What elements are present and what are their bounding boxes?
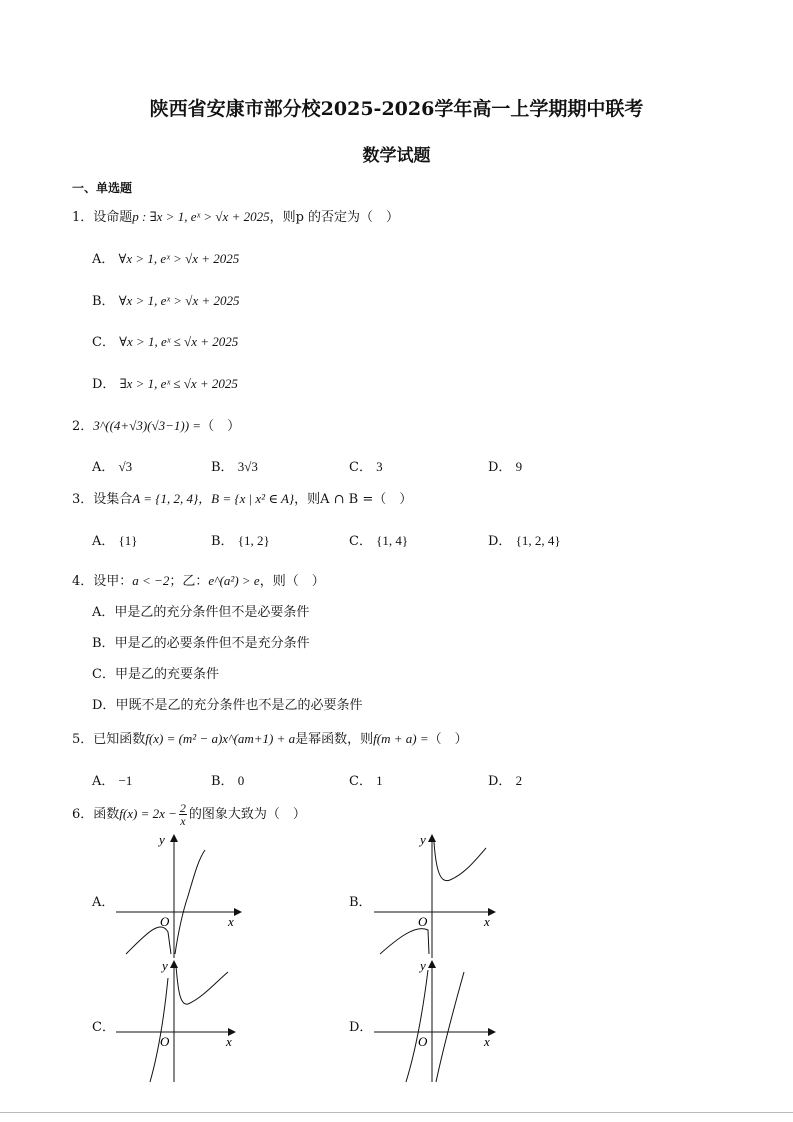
svg-text:y: y: [420, 832, 426, 847]
q1-stem-suffix: ，则p 的否定为（ ）: [269, 210, 400, 225]
svg-text:O: O: [418, 914, 428, 929]
question-4-stem: 4．设甲：a < −2；乙：e^(a²) > e，则（ ）: [72, 573, 325, 589]
question-3-stem: 3．设集合A = {1, 2, 4}，B = {x | x² ∈ A}，则A ∩ B =（ ）: [72, 491, 413, 507]
section-heading: 一、单选题: [72, 181, 133, 195]
q3-option-a: A． {1}: [92, 533, 138, 549]
q5-option-a: A． −1: [92, 773, 133, 789]
q2-option-c: C． 3: [349, 459, 383, 475]
q4-option-c: C．甲是乙的充要条件: [92, 667, 219, 682]
page-bottom-divider: [0, 1112, 793, 1113]
question-1-stem: [72, 206, 399, 225]
q6-graph-d: [368, 958, 508, 1088]
svg-text:x: x: [484, 1034, 490, 1049]
q3-option-c: C． {1, 4}: [349, 533, 409, 549]
q5-option-b: B． 0: [211, 773, 245, 789]
question-5-stem: 5．已知函数f(x) = (m² − a)x^(am+1) + a是幂函数，则f(m + a) =（ ）: [72, 731, 468, 747]
q1-stem-math: p : ∃x > 1, eˣ > √x + 2025: [132, 209, 270, 224]
question-2-stem: 2．3^((4+√3)(√3−1)) =（ ）: [72, 418, 241, 434]
q6-graph-a: [110, 830, 250, 960]
svg-text:O: O: [160, 914, 170, 929]
q2-option-a: A． √3: [92, 459, 133, 475]
question-6-stem: 6．函数f(x) = 2x − $\frac{2}{x}$ 的图象大致为（ ）: [72, 801, 306, 828]
exam-subtitle: 数学试题: [362, 146, 431, 166]
svg-text:y: y: [162, 958, 168, 973]
q6-option-b-label: B．: [349, 895, 372, 910]
q2-option-b: B． 3√3: [211, 459, 258, 475]
q5-option-c: C． 1: [349, 773, 383, 789]
q1-option-a: A． ∀x > 1, eˣ > √x + 2025: [92, 251, 240, 267]
q3-option-d: D． {1, 2, 4}: [488, 533, 561, 549]
exam-title: 陕西省安康市部分校2025-2026学年高一上学期期中联考: [149, 98, 644, 120]
svg-text:x: x: [226, 1034, 232, 1049]
svg-text:O: O: [160, 1034, 170, 1049]
q2-stem-math: 3^((4+√3)(√3−1)) =: [93, 418, 202, 433]
svg-text:x: x: [484, 914, 490, 929]
q6-graph-c: [110, 958, 250, 1088]
q1-option-c: C． ∀x > 1, eˣ ≤ √x + 2025: [92, 334, 239, 350]
q3-option-b: B． {1, 2}: [211, 533, 270, 549]
svg-text:x: x: [228, 914, 234, 929]
q1-option-b: B． ∀x > 1, eˣ > √x + 2025: [92, 293, 240, 309]
q6-fraction: $\frac{2}{x}$: [179, 801, 186, 828]
q2-option-d: D． 9: [488, 459, 523, 475]
q3-stem-math: A = {1, 2, 4}，B = {x | x² ∈ A}: [132, 491, 295, 506]
q5-option-d: D． 2: [488, 773, 523, 789]
q4-option-a: A．甲是乙的充分条件但不是必要条件: [92, 605, 310, 620]
svg-text:y: y: [420, 958, 426, 973]
svg-text:y: y: [159, 832, 165, 847]
q4-option-d: D．甲既不是乙的充分条件也不是乙的必要条件: [92, 698, 363, 713]
q6-option-d-label: D．: [349, 1020, 373, 1035]
q4-option-b: B．甲是乙的必要条件但不是充分条件: [92, 636, 310, 651]
q1-stem-prefix: 1．设命题: [72, 210, 133, 225]
q6-graph-b: [368, 830, 508, 960]
q6-option-c-label: C．: [92, 1020, 115, 1035]
q6-option-a-label: A．: [92, 895, 115, 910]
q1-option-d: D． ∃x > 1, eˣ ≤ √x + 2025: [92, 376, 238, 392]
svg-text:O: O: [418, 1034, 428, 1049]
